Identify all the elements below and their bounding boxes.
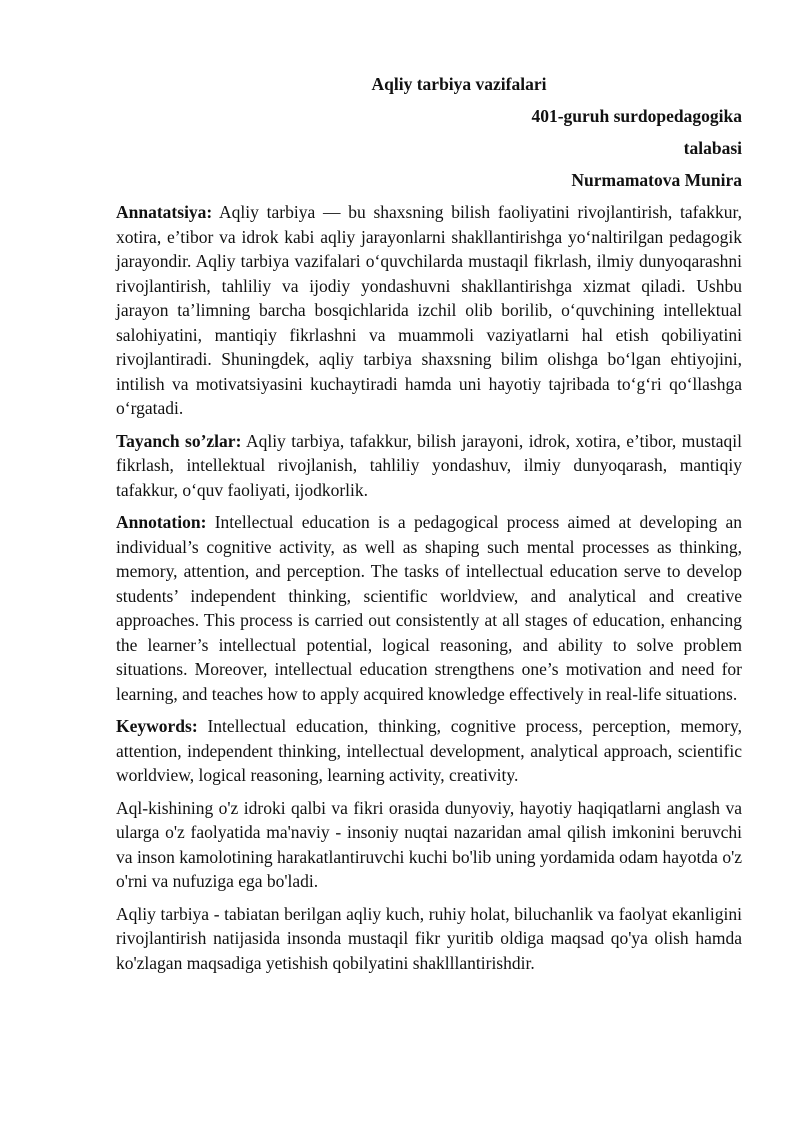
annotation-uz-text: Aqliy tarbiya — bu shaxsning bilish faoliyatini rivojlantirish, tafakkur, xotira, e’tibor va idrok kabi aqliy jarayonlarni shakllantirishga yo‘naltirilgan pedagogik jarayondir. Aqliy tarbiya vazifalari o‘quvchilarda mustaqil fikrlash, ilmiy dunyoqarashni rivojlantirish, tahliliy va ijodiy yondashuvni shakllantirishga xizmat qiladi. Ushbu jarayon ta’limning barcha bosqichlarida izchil olib borilib, o‘quvchining intellektual salohiyatini, mantiqiy fikrlashni va muammoli vaziyatlarni hal etish qobiliyatini rivojlantiradi. Shuningdek, aqliy tarbiya shaxsning bilim olishga bo‘lgan ehtiyojini, intilish va motivatsiyasini kuchaytiradi hamda uni hayotiy tajribada to‘g‘ri qo‘llashga o‘rgatadi. — [116, 202, 742, 418]
keywords-en-label: Keywords: — [116, 716, 198, 736]
body-paragraph: Aqliy tarbiya - tabiatan berilgan aqliy kuch, ruhiy holat, biluchanlik va faolyat ekanligini rivojlantirish natijasida insonda mustaqil fikr yuritib oldiga maqsad qo'ya olish hamda ko'zlagan maqsadiga yetishish qobilyatini shaklllantirishdir. — [116, 903, 742, 973]
annotation-en-text: Intellectual education is a pedagogical process aimed at developing an individual’s cognitive activity, as well as shaping such mental processes as thinking, memory, attention, and perception. The tasks of intellectual education serve to develop students’ independent thinking, scientific worldview, and analytical and creative approaches. This process is carried out consistently at all stages of education, enhancing the learner’s intellectual potential, logical reasoning, and ability to solve problem situations. Moreover, intellectual education strengthens one’s motivation and need for learning, and teaches how to apply acquired knowledge effectively in real-life situations. — [116, 512, 743, 704]
keywords-uz — [116, 429, 742, 503]
author-name: Nurmamatova Munira — [571, 170, 742, 190]
annotation-uz-label: Annatatsiya: — [116, 202, 213, 222]
keywords-uz-label: Tayanch so’zlar: — [116, 430, 242, 451]
author-role: talabasi — [683, 138, 742, 158]
annotation-en-label: Annotation: — [116, 512, 207, 532]
document-title: Aqliy tarbiya vazifalari — [371, 74, 547, 94]
document-page — [116, 72, 742, 983]
keywords-en-text: Intellectual education, thinking, cognitive process, perception, memory, attention, independent thinking, intellectual development, analytical approach, scientific worldview, logical reasoning, learning activity, creativity. — [116, 716, 742, 785]
annotation-en — [116, 510, 742, 706]
keywords-en — [116, 714, 742, 788]
author-group: 401-guruh surdopedagogika — [531, 106, 742, 126]
annotation-uz — [116, 200, 742, 421]
keywords-uz-text: Aqliy tarbiya, tafakkur, bilish jarayoni, idrok, xotira, e’tibor, mustaqil fikrlash, intellektual rivojlanish, tahliliy yondashuv, ilmiy dunyoqarash, mantiqiy tafakkur, o‘quv faoliyati, ijodkorlik. — [116, 430, 742, 500]
body-paragraph: Aql-kishining o'z idroki qalbi va fikri orasida dunyoviy, hayotiy haqiqatlarni anglash va ularga o'z faolyatida ma'naviy - insoniy nuqtai nazaridan amal qilish imkonini beruvchi va inson kamolotining harakatlantiruvchi kuchi bo'lib uning yordamida odam hayotda o'z o'rni va nufuziga ega bo'ladi. — [116, 797, 742, 891]
